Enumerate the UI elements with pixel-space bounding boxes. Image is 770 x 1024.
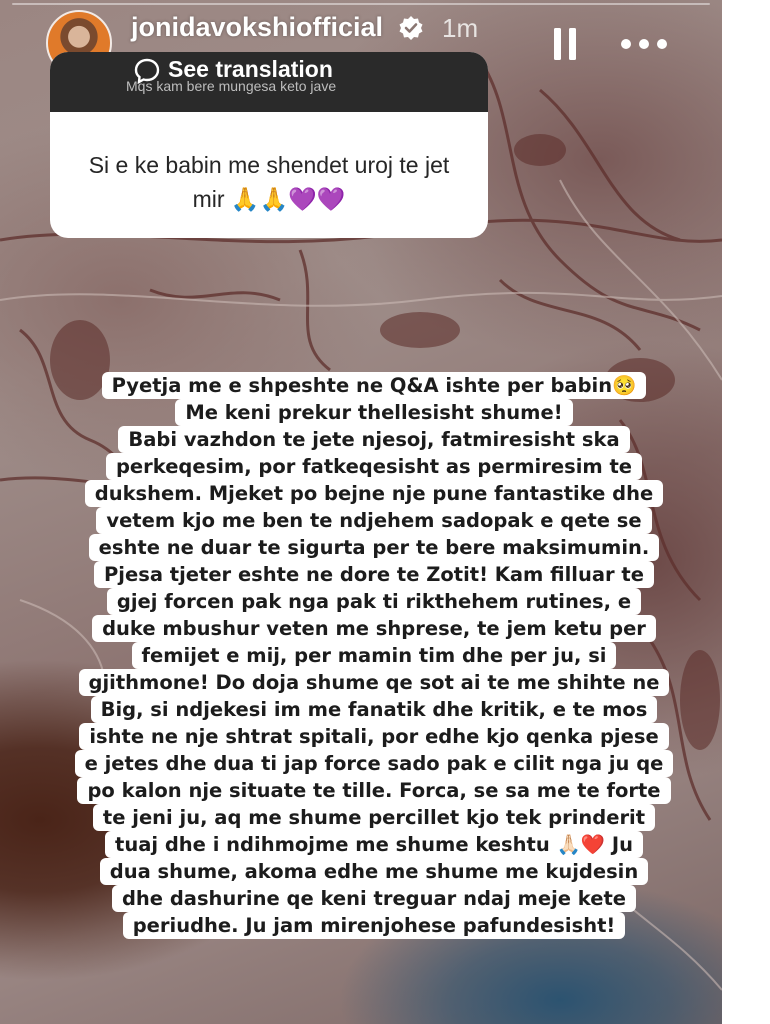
username[interactable]: jonidavokshiofficial — [131, 12, 384, 42]
answer-line: te jeni ju, aq me shume percillet kjo tek prinderit — [93, 804, 655, 831]
answer-line: gjithmone! Do doja shume qe sot ai te me shihte ne — [79, 669, 670, 696]
answer-line-row — [64, 642, 684, 669]
answer-line: perkeqesim, por fatkeqesisht as permiresim te — [106, 453, 642, 480]
answer-line-row — [64, 615, 684, 642]
question-text: Si e ke babin me shendet uroj te jet mir 🙏🙏💜💜 — [88, 152, 450, 212]
answer-line-row — [64, 831, 684, 858]
answer-line-row — [64, 885, 684, 912]
answer-line: periudhe. Ju jam mirenjohese pafundesisht! — [123, 912, 626, 939]
answer-line-row — [64, 534, 684, 561]
answer-line-row — [64, 723, 684, 750]
answer-line: eshte ne duar te sigurta per te bere maksimumin. — [89, 534, 660, 561]
answer-line: duke mbushur veten me shprese, te jem ketu per — [92, 615, 656, 642]
answer-line: femijet e mij, per mamin tim dhe per ju, si — [132, 642, 617, 669]
answer-line-row — [64, 858, 684, 885]
answer-line-row — [64, 912, 684, 939]
answer-line: Pyetja me e shpeshte ne Q&A ishte per babin🥺 — [102, 372, 647, 399]
answer-line: Pjesa tjeter eshte ne dore te Zotit! Kam filluar te — [94, 561, 654, 588]
question-preview: Mqs kam bere mungesa keto jave — [126, 78, 337, 94]
answer-line-row — [64, 804, 684, 831]
answer-line-row — [64, 561, 684, 588]
answer-line: tuaj dhe i ndihmojme me shume keshtu 🙏🏻❤️ Ju — [105, 831, 643, 858]
pause-icon[interactable] — [552, 28, 578, 60]
answer-line: po kalon nje situate te tille. Forca, se sa me te forte — [77, 777, 670, 804]
answer-line-row — [64, 453, 684, 480]
post-time: 1m — [442, 13, 479, 43]
answer-line: e jetes dhe dua ti jap force sado pak e cilit nga ju qe — [75, 750, 674, 777]
more-icon[interactable] — [620, 38, 668, 50]
answer-line-row — [64, 750, 684, 777]
story-header — [0, 0, 722, 60]
answer-line-row — [64, 426, 684, 453]
answer-text-block — [64, 372, 684, 939]
answer-line-row — [64, 669, 684, 696]
see-translation-button[interactable]: See translation — [168, 56, 333, 82]
answer-line: vetem kjo me ben te ndjehem sadopak e qete se — [96, 507, 651, 534]
answer-line: dhe dashurine qe keni treguar ndaj meje kete — [112, 885, 636, 912]
question-sticker[interactable] — [50, 52, 488, 238]
answer-line: ishte ne nje shtrat spitali, por edhe kjo qenka pjese — [79, 723, 668, 750]
answer-line: Me keni prekur thellesisht shume! — [175, 399, 572, 426]
answer-line-row — [64, 588, 684, 615]
verified-badge-icon — [398, 15, 424, 41]
answer-line: dukshem. Mjeket po bejne nje pune fantastike dhe — [85, 480, 664, 507]
answer-line: gjej forcen pak nga pak ti rikthehem rutines, e — [107, 588, 641, 615]
answer-line: Big, si ndjekesi im me fanatik dhe kritik, e te mos — [91, 696, 658, 723]
right-margin — [722, 0, 770, 1024]
answer-line: dua shume, akoma edhe me shume me kujdesin — [100, 858, 649, 885]
question-sticker-header — [50, 52, 488, 112]
answer-line-row — [64, 696, 684, 723]
answer-line-row — [64, 480, 684, 507]
answer-line-row — [64, 399, 684, 426]
answer-line-row — [64, 372, 684, 399]
answer-line: Babi vazhdon te jete njesoj, fatmiresisht ska — [118, 426, 629, 453]
answer-line-row — [64, 507, 684, 534]
answer-line-row — [64, 777, 684, 804]
